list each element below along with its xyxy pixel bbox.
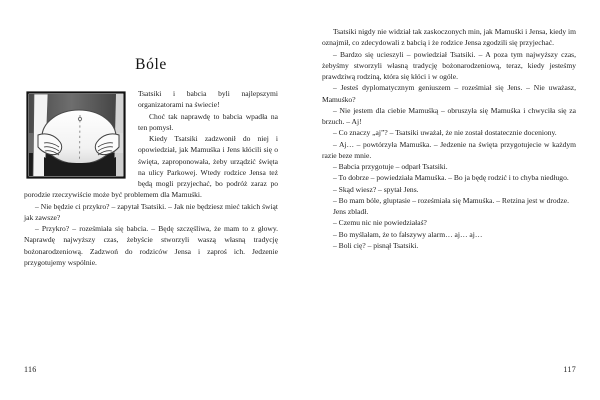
- left-page-text-column: [24, 74, 278, 268]
- paragraph-text: – Aj… – powtórzyła Mamuśka. – Jedzenie na święta przygotujecie w każdym razie beze mnie.: [322, 139, 576, 160]
- paragraph: [24, 88, 278, 111]
- paragraph-text: Choć tak naprawdę to babcia wpadła na ten pomysł.: [138, 111, 278, 132]
- right-page: [300, 0, 600, 400]
- paragraph-text: – To dobrze – powiedziała Mamuśka. – Bo ja będę rodzić i to chyba niedługo.: [333, 173, 569, 183]
- paragraph: [322, 206, 576, 217]
- right-page-text-column: [322, 0, 576, 251]
- paragraph-text: – Skąd wiesz? – spytał Jens.: [333, 184, 419, 194]
- paragraph-text: – Przykro? – roześmiała się babcia. – Będę szczęśliwa, że mam to z głowy. Naprawdę najwyższy czas, żebyście stworzyli waszą własną tradycję bożonarodzeniową. Zadzwoń do rodziców Jensa i zaproś ich. Jedzenie przygotujemy wspólnie.: [24, 224, 278, 267]
- paragraph: [24, 223, 278, 268]
- paragraph-text: – Bardzo się ucieszyli – powiedział Tsatsiki. – A poza tym najwyższy czas, żebyśmy stworzyli własną tradycję bożonarodzeniową, teraz, kiedy jesteśmy prawdziwą rodziną, która się kłóci i w ogóle.: [322, 49, 576, 81]
- paragraph-text: Tsatsiki i babcia byli najlepszymi organizatorami na świecie!: [138, 89, 278, 110]
- paragraph: [322, 26, 576, 49]
- paragraph: [322, 195, 576, 206]
- paragraph: [322, 127, 576, 138]
- pregnant-belly-with-hands-illustration: [24, 89, 128, 181]
- paragraph: [322, 49, 576, 83]
- paragraph: [322, 139, 576, 162]
- paragraph: [24, 201, 278, 224]
- page-number-right: 117: [563, 365, 576, 374]
- paragraph-text: – Babcia przygotuje – odparł Tsatsiki.: [333, 162, 448, 171]
- paragraph-text: – Czemu nic nie powiedziałaś?: [333, 218, 427, 228]
- paragraph-text: – Bo mam bóle, gluptasie – roześmiała się Mamuśka. – Retzina jest w drodze.: [333, 195, 569, 205]
- paragraph-text: – Co znaczy „aj”? – Tsatsiki uważał, że nie został dostatecznie doceniony.: [333, 128, 557, 138]
- paragraph-text: Tsatsiki nigdy nie widział tak zaskoczonych min, jak Mamuśki i Jensa, kiedy im oznajmił, co zdecydowali z babcią i że rodzice Jensa zgodzili się przyjechać.: [322, 27, 576, 48]
- paragraph: [322, 229, 576, 240]
- paragraph: [322, 217, 576, 228]
- paragraph: [322, 172, 576, 183]
- paragraph-text: – Bo myślałam, że to fałszywy alarm… aj… aj…: [333, 229, 483, 239]
- paragraph: [322, 82, 576, 105]
- paragraph-text: – Boli cię? – pisnął Tsatsiki.: [333, 240, 419, 250]
- paragraph: [322, 184, 576, 195]
- paragraph-text: – Jesteś dyplomatycznym geniuszem – roześmiał się Jens. – Nie uważasz, Mamuśko?: [322, 83, 576, 104]
- paragraph-text: – Nie będzie ci przykro? – zapytał Tsatsiki. – Jak nie będziesz mieć takich świąt jak zawsze?: [24, 201, 278, 222]
- paragraph-text: Jens zbladł.: [333, 207, 369, 216]
- paragraph: [322, 240, 576, 251]
- chapter-title: Bóle: [135, 56, 167, 73]
- paragraph: [322, 105, 576, 128]
- paragraph-text: – Nie jestem dla ciebie Mamuśką – obruszyła się Mamuśka i chwyciła się za brzuch. – Aj!: [322, 105, 576, 126]
- paragraph-text: Kiedy Tsatsiki zadzwonił do niej i opowiedział, jak Mamuśka i Jens kłócili się o święta, zaproponowała, żeby urządzić święta na ulicy Parkowej. Wtedy rodzice Jensa też będą mogli przyjechać, bo podróż zaraz po porodzie rzeczywiście może być problemem dla Mamuśki.: [24, 134, 278, 200]
- paragraph: [322, 161, 576, 172]
- page-number-left: 116: [24, 365, 37, 374]
